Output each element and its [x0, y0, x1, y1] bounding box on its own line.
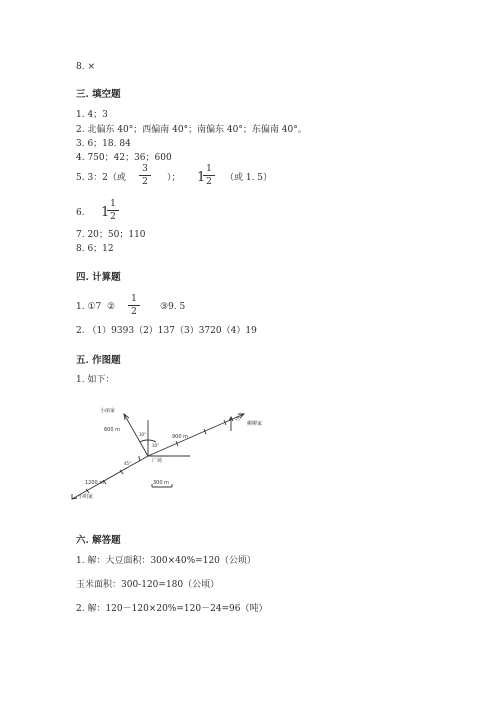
section-3-title: 三. 填空题	[76, 89, 121, 100]
label-xiaoming: 小明家	[78, 494, 94, 500]
fraction-1-over-2: 1 2	[203, 164, 215, 187]
fill-answer-1: 1. 4；3	[76, 110, 108, 120]
solve-answer-2: 2. 解：120－120×20%=120－24=96（吨）	[76, 604, 268, 614]
section-4-title: 四. 计算题	[76, 272, 121, 283]
arc-sw	[139, 456, 140, 461]
angle-45: 45°	[124, 461, 132, 466]
fraction-3-over-2: 3 2	[139, 164, 151, 187]
fraction-1-over-2: 1 2	[128, 294, 140, 317]
arc-north	[148, 440, 156, 442]
fill-answer-3: 3. 6；18. 84	[76, 139, 131, 149]
angle-30-a: 30°	[139, 432, 147, 437]
answer-8: 8. ×	[76, 62, 95, 72]
fill-answer-2: 2. 北偏东 40°；西偏南 40°；南偏东 40°；东偏南 40°。	[76, 125, 307, 135]
distance-1200: 1200 m	[85, 480, 105, 486]
label-north: 北	[235, 416, 241, 422]
solve-answer-1-line-2: 玉米面积：300-120=180（公顷）	[76, 580, 220, 590]
distance-900: 900 m	[172, 434, 189, 440]
section-5-title: 五. 作图题	[76, 355, 121, 366]
distance-600: 600 m	[104, 427, 121, 433]
drawing-answer-1: 1. 如下：	[76, 375, 115, 385]
label-xiaoli: 小丽家	[100, 408, 116, 414]
scale-label: 300 m	[153, 480, 170, 486]
solve-answer-1: 1. 解：大豆面积：300×40%=120（公顷）	[76, 556, 256, 566]
label-liuliu: 柳柳家	[247, 421, 263, 427]
fill-answer-8: 8. 6；12	[76, 244, 114, 254]
angle-30-b: 30°	[152, 443, 160, 448]
fraction-1-over-2: 1 2	[107, 199, 119, 222]
calc-answer-2: 2. （1）9393（2）137（3）3720（4）19	[76, 326, 257, 336]
fill-answer-7: 7. 20；50；110	[76, 230, 146, 240]
label-square: 广场	[152, 458, 163, 464]
arc-xiaoli	[140, 440, 148, 442]
fill-answer-4: 4. 750；42；36；600	[76, 153, 172, 163]
section-6-title: 六. 解答题	[76, 535, 121, 546]
path-to-xiaoming	[72, 456, 148, 499]
